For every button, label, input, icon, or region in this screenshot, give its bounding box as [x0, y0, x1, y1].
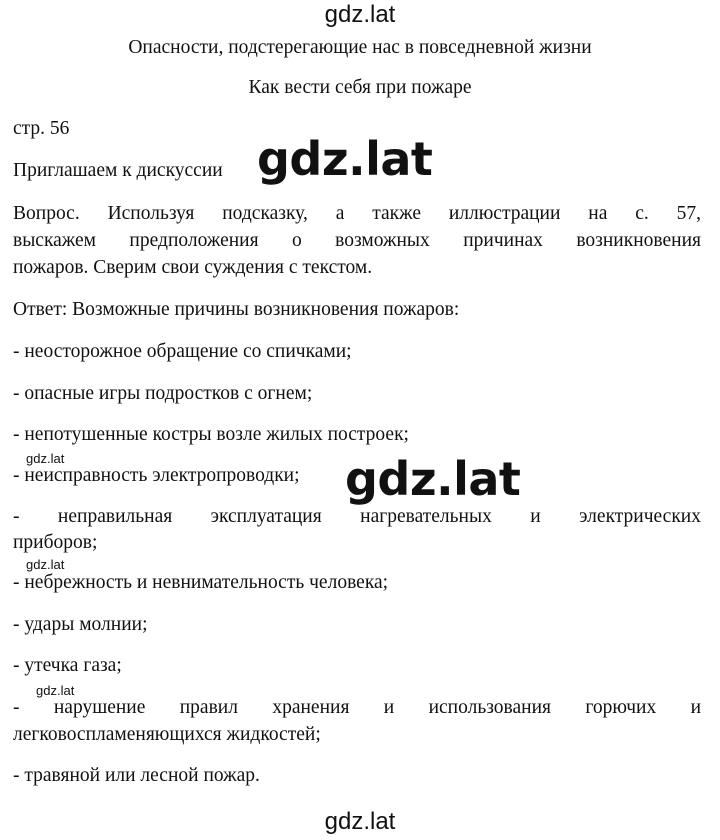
list-item-10: - травяной или лесной пожар. — [13, 765, 260, 786]
page-reference: стр. 56 — [13, 118, 70, 139]
topic-heading: Опасности, подстерегающие нас в повседневной жизни — [128, 37, 592, 58]
watermark-bottom: gdz.lat — [324, 808, 396, 835]
list-item-9-line-2: легковоспламеняющихся жидкостей; — [13, 724, 321, 745]
question-line-3: пожаров. Сверим свои суждения с текстом. — [13, 257, 373, 278]
question-line-2: выскажем предположения о возможных причинах возникновения — [13, 230, 701, 251]
watermark-small-2: gdz.lat — [26, 557, 65, 572]
watermark-small-3: gdz.lat — [36, 683, 75, 698]
list-item-4: - неисправность электропроводки; — [13, 465, 300, 486]
subtopic-heading: Как вести себя при пожаре — [248, 77, 472, 98]
list-item-5-line-2: приборов; — [13, 532, 98, 553]
list-item-9-line-1: - нарушение правил хранения и использования горючих и — [13, 697, 701, 718]
list-item-3: - непотушенные костры возле жилых построек; — [13, 424, 409, 445]
watermark-large-2: gdz.lat — [345, 452, 521, 506]
watermark-small-1: gdz.lat — [26, 451, 65, 466]
answer-intro: Ответ: Возможные причины возникновения пожаров: — [13, 299, 460, 320]
list-item-8: - утечка газа; — [13, 655, 122, 676]
list-item-5-line-1: - неправильная эксплуатация нагревательных и электрических — [13, 506, 701, 527]
question-line-1: Вопрос. Используя подсказку, а также иллюстрации на с. 57, — [13, 203, 701, 224]
section-heading: Приглашаем к дискуссии — [13, 160, 223, 181]
list-item-7: - удары молнии; — [13, 614, 148, 635]
list-item-6: - небрежность и невнимательность человека; — [13, 572, 389, 593]
watermark-top: gdz.lat — [324, 1, 396, 28]
watermark-large-1: gdz.lat — [257, 132, 433, 186]
list-item-1: - неосторожное обращение со спичками; — [13, 341, 352, 362]
list-item-2: - опасные игры подростков с огнем; — [13, 383, 313, 404]
